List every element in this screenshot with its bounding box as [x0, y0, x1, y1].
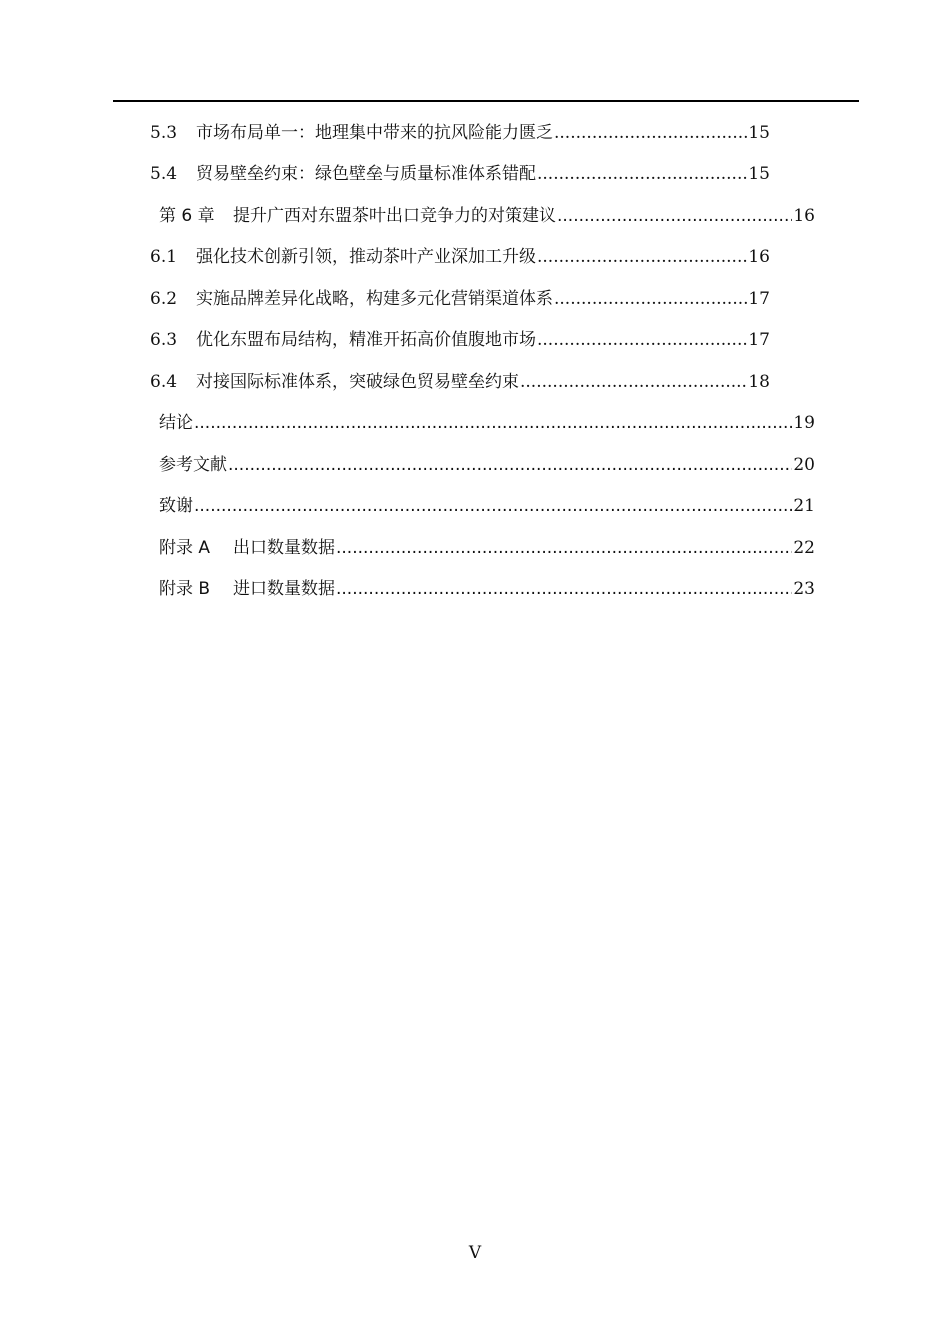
toc-leader-dots — [336, 578, 792, 600]
toc-leader-dots — [557, 205, 792, 227]
toc-entry-number: 6.2 — [150, 289, 178, 309]
toc-leader-dots — [194, 495, 792, 517]
toc-entry-appendix-a[interactable] — [159, 537, 815, 559]
toc-entry[interactable] — [150, 288, 770, 310]
toc-entry-number: 5.3 — [150, 123, 178, 143]
toc-entry[interactable] — [150, 246, 770, 268]
toc-entry-title: 优化东盟布局结构，精准开拓高价值腹地市场 — [196, 330, 536, 350]
toc-entry-title: 出口数量数据 — [233, 538, 335, 558]
toc-entry[interactable] — [150, 329, 770, 351]
toc-entry-title: 参考文献 — [159, 455, 227, 475]
toc-entry-title: 贸易壁垒约束：绿色壁垒与质量标准体系错配 — [196, 164, 536, 184]
toc-entry-title: 强化技术创新引领，推动茶叶产业深加工升级 — [196, 247, 536, 267]
toc-entry-title: 结论 — [159, 413, 193, 433]
toc-entry-title: 提升广西对东盟茶叶出口竞争力的对策建议 — [233, 206, 556, 226]
toc-leader-dots — [537, 246, 747, 268]
toc-leader-dots — [554, 288, 747, 310]
toc-entry-title: 对接国际标准体系，突破绿色贸易壁垒约束 — [196, 372, 519, 392]
toc-entry-number: 第 6 章 — [159, 206, 215, 226]
toc-entry-title: 实施品牌差异化战略，构建多元化营销渠道体系 — [196, 289, 553, 309]
toc-entry-title: 市场布局单一：地理集中带来的抗风险能力匮乏 — [196, 123, 553, 143]
header-rule — [113, 100, 859, 102]
toc-entry-page: 19 — [793, 413, 815, 433]
toc-entry-page: 22 — [793, 538, 815, 558]
toc-entry-page: 18 — [748, 372, 770, 392]
toc-entry-number: 6.4 — [150, 372, 178, 392]
toc-entry-title: 致谢 — [159, 496, 193, 516]
toc-entry-page: 17 — [748, 289, 770, 309]
toc-entry-number: 6.3 — [150, 330, 178, 350]
toc-leader-dots — [336, 537, 792, 559]
toc-entry-acknowledgements[interactable] — [159, 495, 815, 517]
toc-entry-page: 23 — [793, 579, 815, 599]
toc-entry-page: 21 — [793, 496, 815, 516]
toc-entry-page: 20 — [793, 455, 815, 475]
toc-entry[interactable] — [150, 122, 770, 144]
toc-entry[interactable] — [159, 205, 815, 227]
toc-entry[interactable] — [150, 163, 770, 185]
toc-entry-references[interactable] — [159, 454, 815, 476]
toc-leader-dots — [228, 454, 792, 476]
toc-entry-conclusion[interactable] — [159, 412, 815, 434]
toc-entry[interactable] — [150, 371, 770, 393]
toc-entry-number: 附录 A — [159, 538, 211, 558]
toc-entry-title: 进口数量数据 — [233, 579, 335, 599]
toc-entry-page: 16 — [793, 206, 815, 226]
toc-entry-number: 附录 B — [159, 579, 211, 599]
toc-entry-number: 6.1 — [150, 247, 178, 267]
toc-leader-dots — [537, 163, 747, 185]
toc-entry-page: 17 — [748, 330, 770, 350]
toc-leader-dots — [537, 329, 747, 351]
toc-entry-appendix-b[interactable] — [159, 578, 815, 600]
toc-leader-dots — [520, 371, 747, 393]
toc-entry-page: 15 — [748, 164, 770, 184]
toc-leader-dots — [554, 122, 747, 144]
toc-entry-number: 5.4 — [150, 164, 178, 184]
toc-entry-page: 15 — [748, 123, 770, 143]
toc-leader-dots — [194, 412, 792, 434]
page-number: V — [468, 1243, 482, 1263]
toc-entry-page: 16 — [748, 247, 770, 267]
